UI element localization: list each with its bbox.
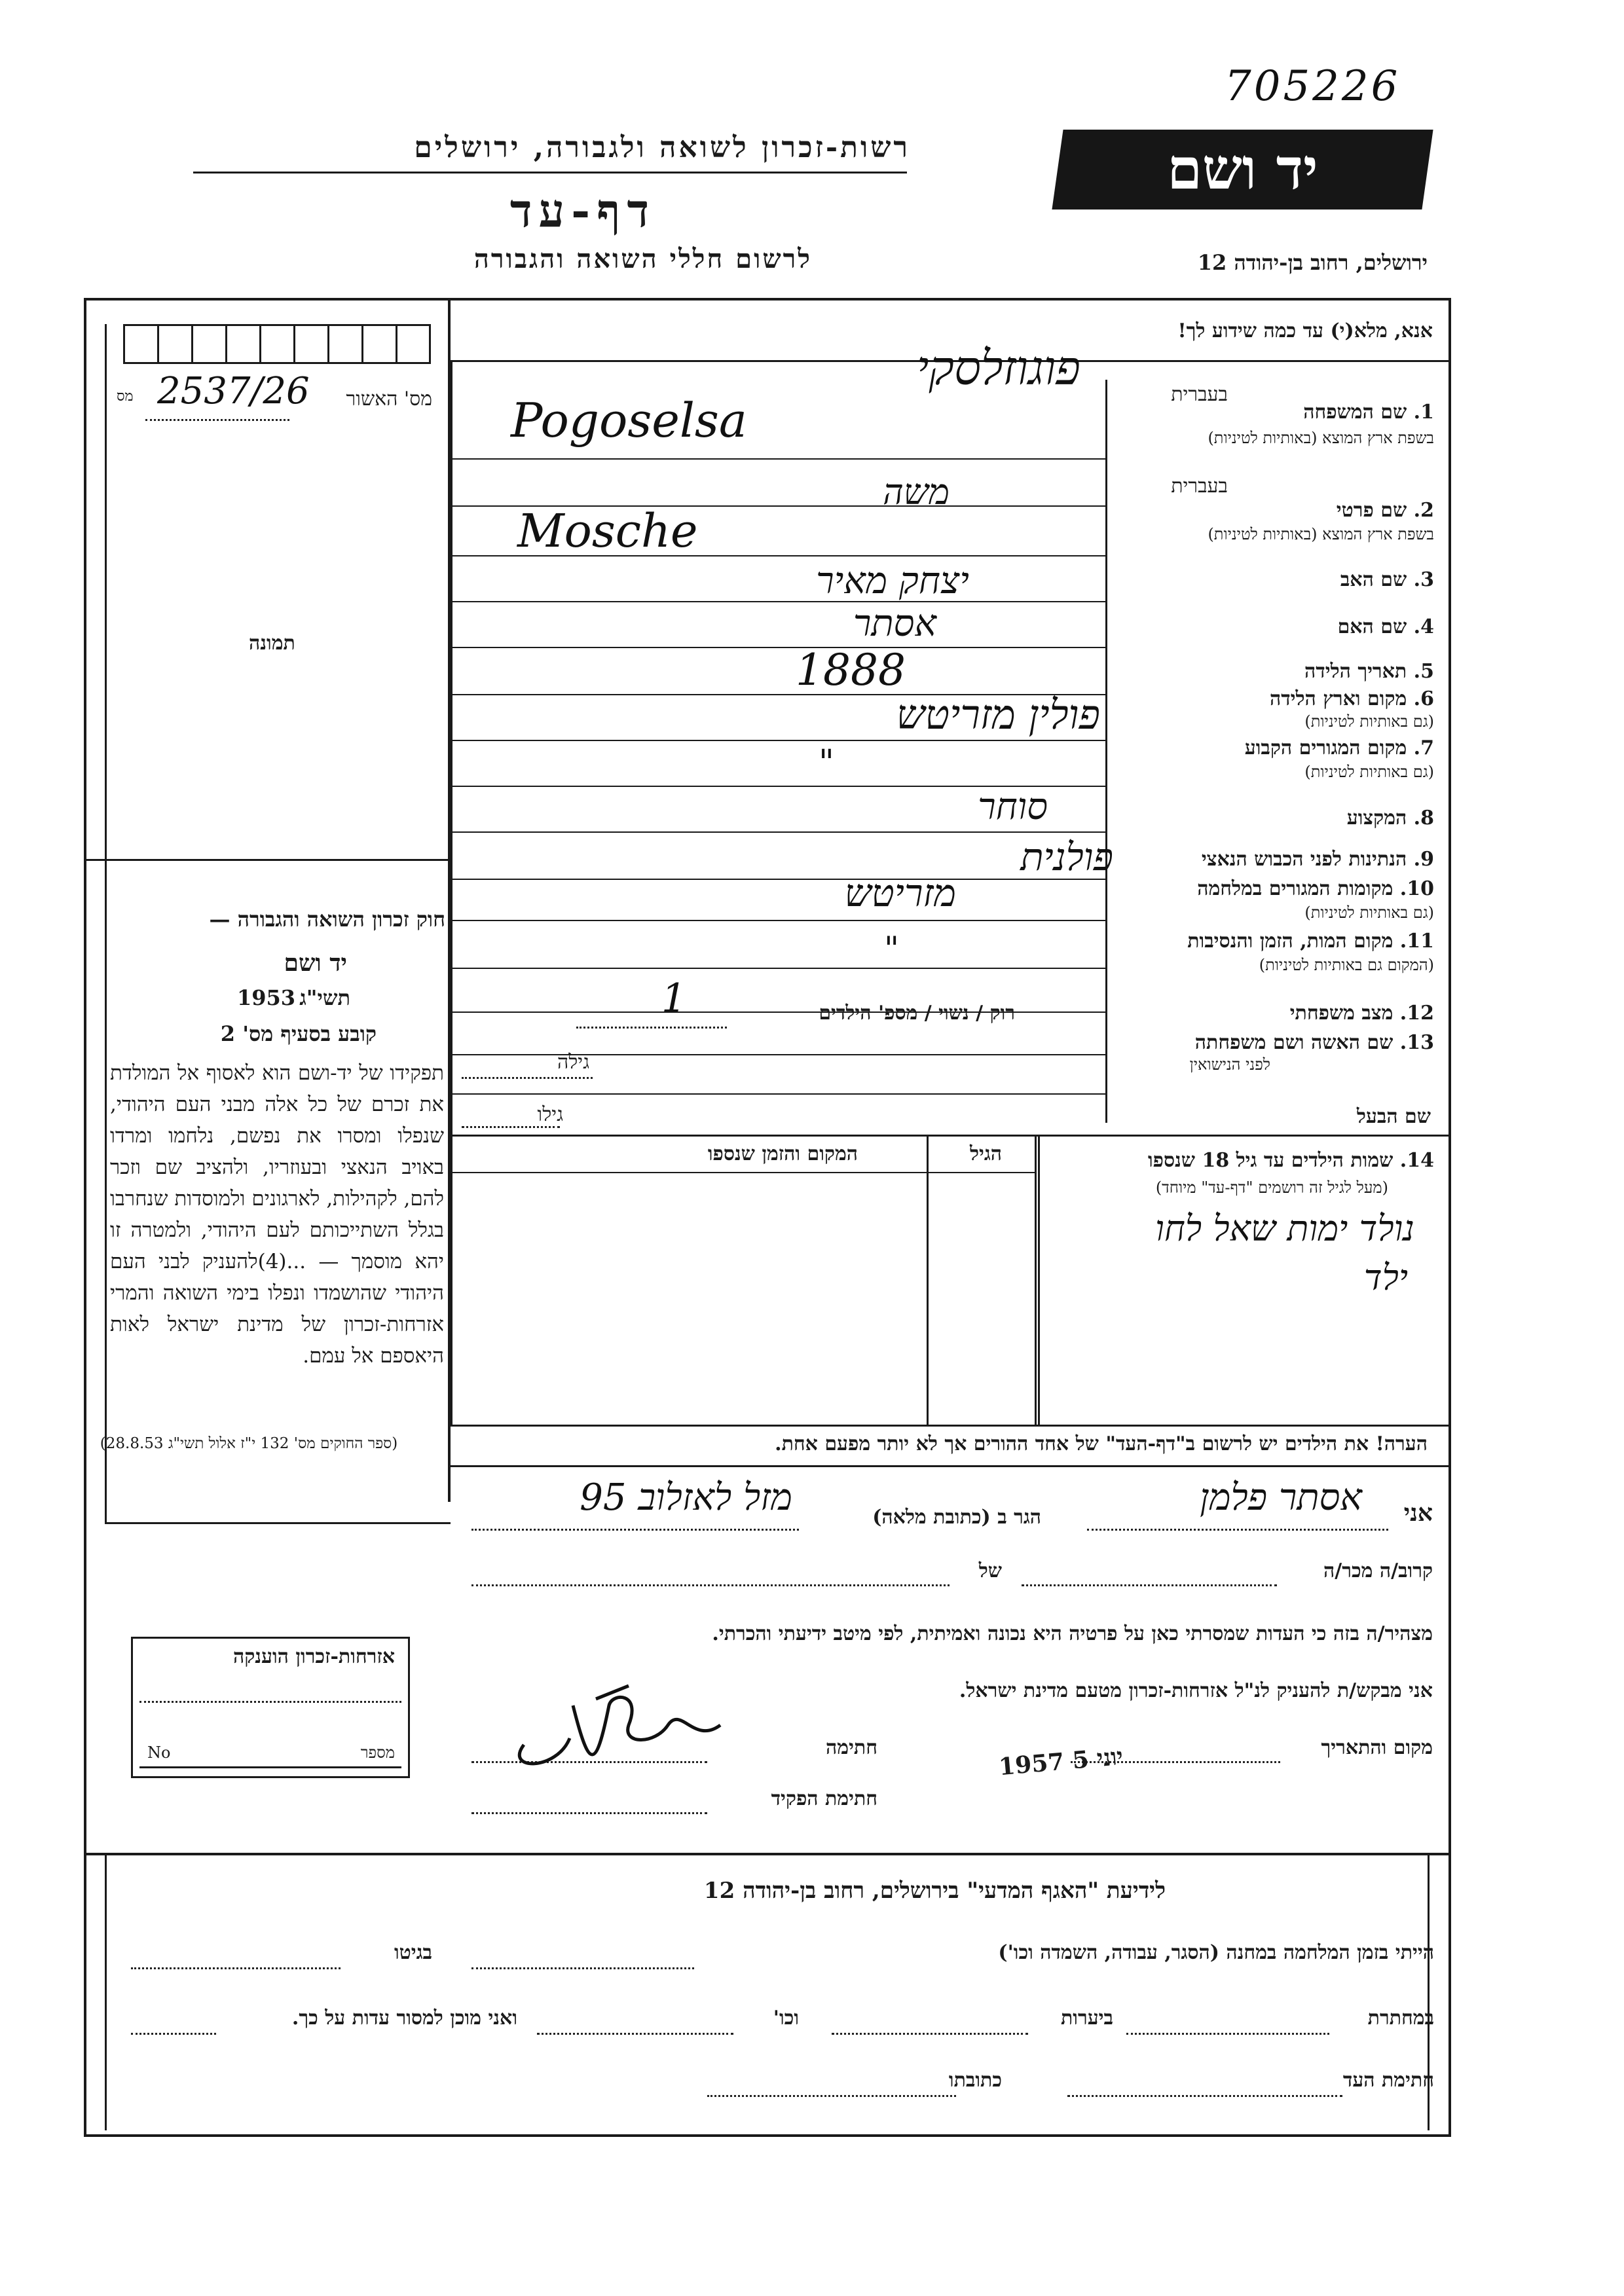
field-6-note: (גם באותיות לטיניות)	[1304, 712, 1434, 731]
intro-instruction: אנא, מלא(י) עד כמה שידוע לך!	[1177, 319, 1433, 342]
approval-number-label: מס' האשור	[346, 388, 432, 410]
first-name-latin[interactable]: Mosche	[517, 504, 698, 558]
field-8-label: 8. המקצוע	[1346, 807, 1434, 829]
field-9-label: 9. הנתינות לפני הכבוש הנאצי	[1201, 848, 1434, 871]
field-11-note: (המקום גם באותיות לטיניות)	[1259, 956, 1434, 974]
declarant-name-value[interactable]: אסתר פלמן	[1200, 1476, 1362, 1519]
wife-age-label: גילה	[557, 1051, 589, 1074]
family-name-hebrew[interactable]: פוגוזלסקי	[916, 340, 1080, 395]
citizenship-box-no-prefix: No	[147, 1743, 171, 1762]
children-note: (מעל לגיל זה רושמים "דף-עד" מיוחד)	[1155, 1178, 1388, 1197]
relative-input[interactable]	[1022, 1584, 1277, 1586]
field-5-label: 5. תאריך הלידה	[1304, 660, 1434, 683]
first-name-hebrew[interactable]: משה	[883, 471, 950, 513]
field-2-label: 2. שם פרטי	[1336, 499, 1434, 522]
field-13-label: 13. שם האשה ושם משפחתה	[1194, 1031, 1434, 1054]
children-count-value[interactable]: 1	[661, 975, 687, 1021]
child-entry-1[interactable]: נולד ימות שאל לחו	[1155, 1208, 1414, 1249]
field-2-note: בשפת ארץ המוצא (באותיות לטיניות)	[1208, 525, 1434, 543]
field-4-label: 4. שם האם	[1337, 615, 1434, 638]
of-label: של	[978, 1559, 1002, 1582]
field-10-label: 10. מקומות המגורים במלחמה	[1197, 877, 1434, 900]
logo-text: יד ושם	[1167, 136, 1318, 202]
field-10-note: (גם באותיות לטיניות)	[1304, 903, 1434, 922]
footer-forests-label: ביערות	[1060, 2007, 1113, 2030]
date-stamp: 1957 יוני 5	[997, 1742, 1124, 1781]
value-column-right	[1105, 380, 1107, 1123]
husband-age-label: גילו	[537, 1103, 563, 1126]
citizenship-request: אני מבקש/ת להעניק לנ"ל אזרחות-זכרון מטעם מדינת ישראל.	[959, 1679, 1433, 1702]
law-year-hebrew: תשי"ג	[299, 985, 350, 1010]
declarant-signature	[498, 1666, 733, 1784]
children-label: 14. שמות הילדים עד גיל 18 שנספו	[1147, 1149, 1434, 1172]
citizenship-box-title: אזרחות-זכרון הוענקה	[232, 1645, 395, 1668]
declaration-statement: מצהיר/ה בזה כי העדות שמסרתי כאן על פרטיה היא נכונה ואמיתית, לפי מיטב ידיעתי והכרתי.	[712, 1622, 1433, 1645]
of-input[interactable]	[471, 1584, 950, 1586]
birth-place-value[interactable]: פולין מזריטש	[896, 691, 1100, 738]
tick-strip	[123, 324, 431, 364]
law-body: תפקידו של יד-ושם הוא לאסוף אל המולדת את זכרם של כל אלה מבני העם היהודי, שנפלו ומסרו את נפשם, נלחמו ומרדו באויב הנאצי ובעוזריו, ולהציב שם וזכר להם, לקהילות, לארגונים ולמוסדות שנחרבו בגלל השתייכותם לעם היהודי, ולמטרה זו יהא מוסמך — ...(4)להעניק לבני העם היהודי שהושמדו ונפלו בימי השואה והמרי אזרחות-זכרון של מדינת ישראל לאות היאספם אל עמם.	[110, 1061, 444, 1368]
children-registration-note: הערה! את הילדים יש לרשום ב"דף-העד" של אחד ההורים אך לא יותר מפעם אחת.	[775, 1432, 1428, 1455]
citizenship-box-number-label: מספר	[360, 1743, 395, 1762]
official-signature-input[interactable]	[471, 1812, 707, 1814]
field-7-note: (גם באותיות לטיניות)	[1304, 763, 1434, 781]
yad-vashem-logo	[1052, 130, 1433, 210]
father-name-value[interactable]: יצחק מאיר	[816, 560, 969, 602]
children-place-header: המקום והזמן שנספו	[707, 1142, 858, 1165]
footer-witness-signature-label: חתימת העד	[1342, 2069, 1434, 2092]
footer-camp-label: הייתי בזמן המלחמה במחנה (הסגר, עבודה, השמדה וכו')	[998, 1941, 1434, 1964]
nationality-value[interactable]: פולנית	[1020, 835, 1113, 879]
husband-name-label: שם הבעל	[1356, 1105, 1431, 1128]
photo-label: תמונה	[249, 632, 295, 655]
field-3-label: 3. שם האב	[1340, 568, 1434, 591]
marital-status-options: רוק / נשוי / מספ' הילדים	[819, 1002, 1015, 1025]
approval-number-value: 2537/26	[157, 370, 310, 412]
field-13-note: לפני הנישואין	[1189, 1055, 1270, 1074]
child-entry-2[interactable]: ילד	[1363, 1257, 1408, 1298]
footer-address-label: כתובתו	[948, 2069, 1002, 2092]
children-age-header: הגיל	[969, 1142, 1002, 1165]
value-column-left	[451, 362, 452, 1135]
field-12-label: 12. מצב משפחתי	[1289, 1002, 1434, 1025]
law-year: 1953	[237, 985, 296, 1010]
field-1-label: 1. שם המשפחה	[1303, 401, 1434, 424]
institution-address: ירושלים, רחוב בן-יהודה 12	[1197, 250, 1428, 275]
family-name-latin[interactable]: Pogoselsa	[511, 393, 747, 448]
signature-label: חתימה	[826, 1736, 877, 1759]
citizenship-box	[131, 1637, 410, 1778]
declarant-address-label: הגר ב (כתובת מלאה)	[872, 1506, 1041, 1529]
field-1-note: בשפת ארץ המוצא (באותיות לטיניות)	[1208, 429, 1434, 447]
death-place-value[interactable]: "	[884, 930, 899, 968]
footer-testimony-label: ואני מוכן למסור עדות על כך.	[291, 2007, 517, 2030]
authority-name: רשות-זכרון לשואה ולגבורה, ירושלים	[414, 131, 910, 164]
approval-number-prefix: מס	[117, 388, 134, 405]
place-date-label: מקום והתאריך	[1321, 1736, 1433, 1759]
declarant-ani: אני	[1403, 1499, 1433, 1527]
relative-label: קרוב/ה מכר/ה	[1323, 1559, 1433, 1582]
footer-address-input[interactable]	[707, 2095, 956, 2097]
declarant-address-value[interactable]: מזל לאזלוב 95	[580, 1476, 792, 1519]
field-2-hebrew-tag: בעברית	[1171, 475, 1228, 498]
footer-witness-signature-input[interactable]	[1067, 2095, 1342, 2097]
footer-underground-label: במחתרת	[1367, 2007, 1434, 2030]
occupation-value[interactable]: סוחר	[978, 786, 1048, 828]
field-11-label: 11. מקום המות, הזמן והנסיבות	[1187, 930, 1434, 953]
footer-title: לידיעת "האגף המדעי" בירושלים, רחוב בן-יהודה 12	[703, 1878, 1166, 1904]
form-title: דף-עד	[509, 183, 656, 238]
official-signature-label: חתימת הפקיד	[771, 1787, 877, 1810]
law-source: (ספר החוקים מס' 132 י"ז אלול תשי"ג 28.8.53)	[100, 1435, 398, 1452]
footer-ghetto-label: בגיטו	[394, 1941, 432, 1964]
footer-etc-label: וכו'	[773, 2007, 799, 2030]
field-1-hebrew-tag: בעברית	[1171, 383, 1228, 406]
wartime-residence-value[interactable]: מזריטש	[844, 871, 956, 915]
footer-divider	[84, 1853, 1451, 1855]
law-yad-vashem: יד ושם	[284, 949, 347, 977]
field-7-label: 7. מקום המגורים הקבוע	[1244, 737, 1434, 759]
authority-underline	[193, 172, 907, 173]
law-title: חוק זכרון השואה והגבורה —	[209, 907, 445, 932]
law-clause: קובע בסעיף מס' 2	[220, 1021, 377, 1046]
residence-value[interactable]: "	[819, 743, 834, 782]
form-subtitle: לרשום חללי השואה והגבורה	[473, 244, 812, 274]
mother-name-value[interactable]: אסתר	[853, 602, 936, 645]
birth-date-value[interactable]: 1888	[796, 645, 906, 695]
field-6-label: 6. מקום וארץ הלידה	[1269, 687, 1434, 710]
archive-reference-number: 705226	[1225, 62, 1401, 111]
